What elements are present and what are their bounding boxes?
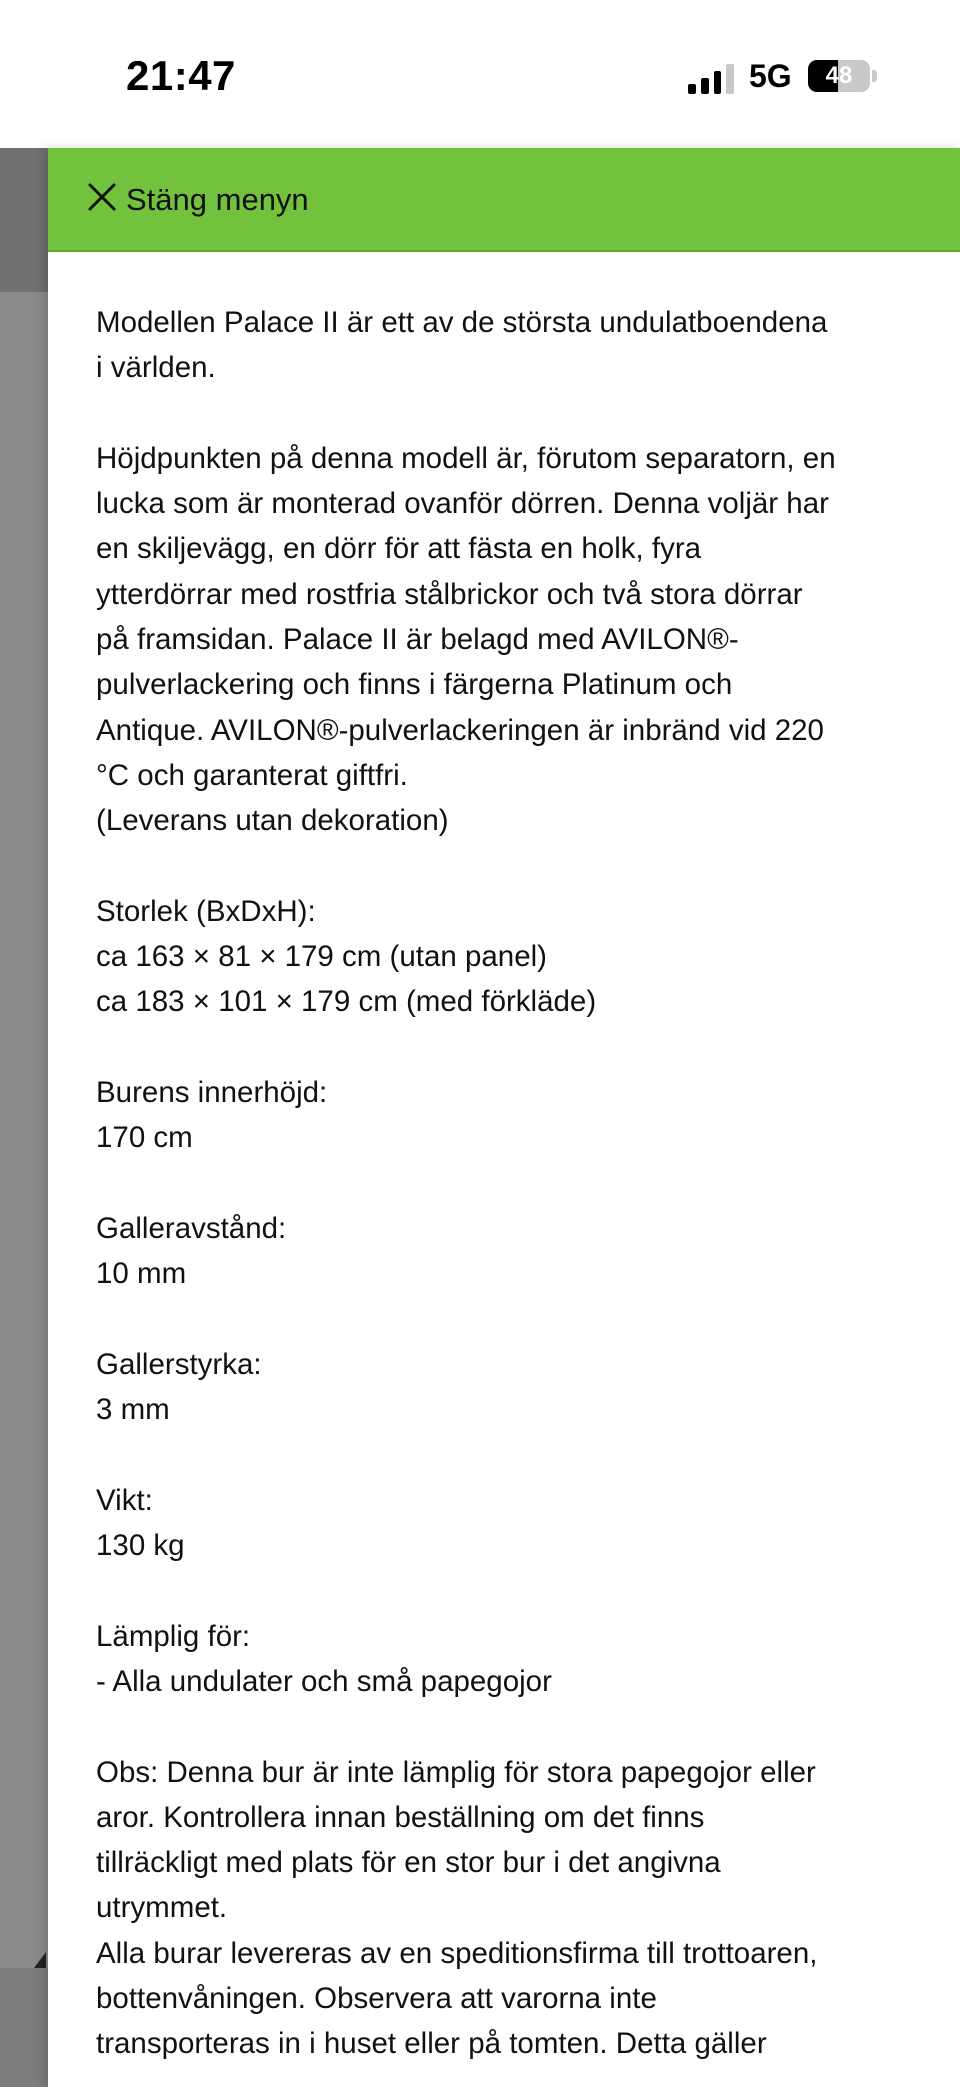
size-value: ca 183 × 101 × 179 cm (med förkläde) [96, 985, 597, 1019]
page-backdrop[interactable] [0, 148, 48, 2087]
note-line: bottenvåningen. Observera att varorna inte [96, 1981, 657, 2015]
description-line: pulverlackering och finns i färgerna Platinum och [96, 668, 733, 702]
product-description [96, 300, 924, 2067]
description-line: Antique. AVILON®-pulverlackeringen är inbränd vid 220 [96, 713, 824, 747]
bar-spacing-label: Galleravstånd: [96, 1211, 287, 1245]
backdrop-footer [0, 1968, 48, 2087]
status-time: 21:47 [126, 52, 236, 99]
note-line: Alla burar levereras av en speditionsfirma till trottoaren, [96, 1936, 818, 1970]
backdrop-corner-mark [34, 1952, 46, 1968]
status-bar [0, 0, 960, 148]
description-line: en skiljevägg, en dörr för att fästa en holk, fyra [96, 532, 702, 566]
close-icon[interactable] [86, 181, 118, 213]
intro-line: i världen. [96, 351, 216, 385]
battery-icon [808, 60, 870, 92]
description-line: på framsidan. Palace II är belagd med AVILON®- [96, 623, 739, 657]
note-line: utrymmet. [96, 1891, 228, 1925]
suitable-label: Lämplig för: [96, 1619, 251, 1653]
description-line: °C och garanterat giftfri. [96, 758, 408, 792]
backdrop-header [0, 148, 48, 292]
bar-spacing-value: 10 mm [96, 1257, 187, 1291]
network-type: 5G [749, 58, 792, 94]
inner-height-value: 170 cm [96, 1121, 193, 1155]
bar-thickness-value: 3 mm [96, 1393, 170, 1427]
close-menu-label[interactable]: Stäng menyn [126, 182, 309, 217]
weight-label: Vikt: [96, 1483, 153, 1517]
description-line: Höjdpunkten på denna modell är, förutom separatorn, en [96, 441, 836, 475]
description-line: lucka som är monterad ovanför dörren. Denna voljär har [96, 487, 829, 521]
note-line: transporteras in i huset eller på tomten. Detta gäller [96, 2027, 767, 2061]
cellular-signal-icon [688, 64, 734, 94]
size-label: Storlek (BxDxH): [96, 894, 316, 928]
close-menu-button[interactable] [48, 148, 960, 252]
battery-level: 48 [825, 62, 853, 89]
note-line: aror. Kontrollera innan beställning om det finns [96, 1800, 705, 1834]
suitable-value: - Alla undulater och små papegojor [96, 1664, 552, 1698]
menu-drawer [48, 148, 960, 2087]
description-line: ytterdörrar med rostfria stålbrickor och två stora dörrar [96, 577, 803, 611]
intro-line: Modellen Palace II är ett av de största undulatboendena [96, 306, 828, 339]
size-value: ca 163 × 81 × 179 cm (utan panel) [96, 940, 547, 974]
note-line: Obs: Denna bur är inte lämplig för stora papegojor eller [96, 1755, 816, 1789]
note-line: tillräckligt med plats för en stor bur i det angivna [96, 1846, 721, 1880]
inner-height-label: Burens innerhöjd: [96, 1076, 328, 1110]
description-line: (Leverans utan dekoration) [96, 804, 449, 838]
battery-tip [872, 70, 877, 82]
weight-value: 130 kg [96, 1529, 185, 1563]
bar-thickness-label: Gallerstyrka: [96, 1347, 262, 1381]
